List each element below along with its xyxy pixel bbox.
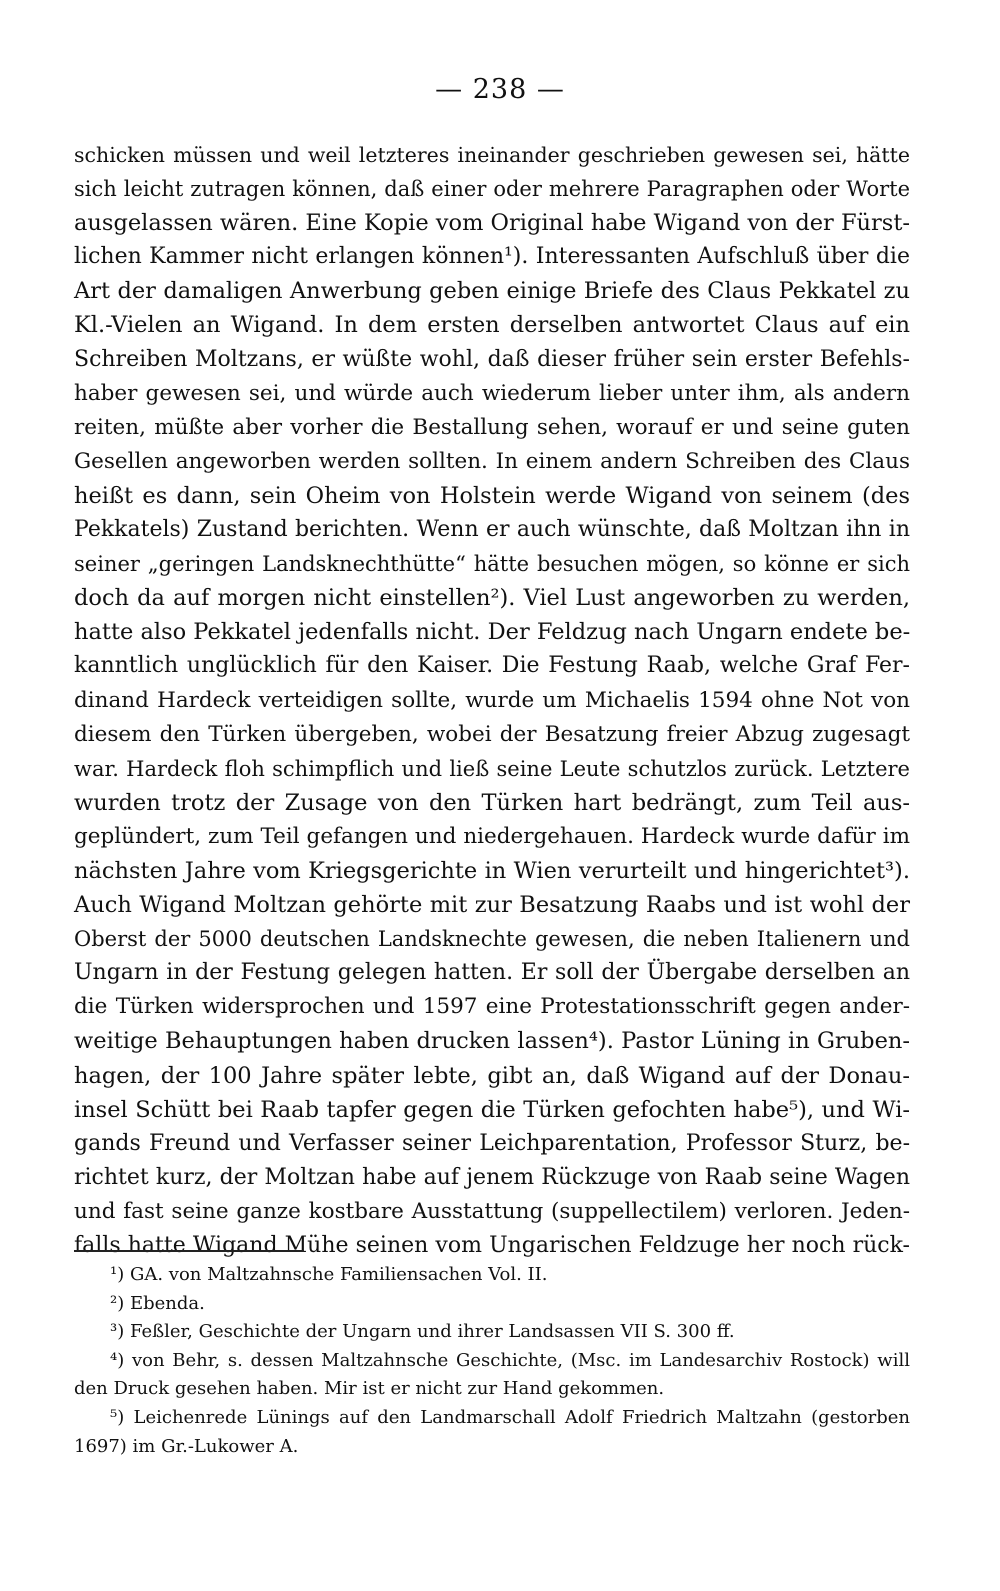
footnotes	[74, 1261, 910, 1461]
body-text	[74, 138, 910, 1263]
text-line: Pekkatels) Zustand berichten. Wenn er auch wünschte, daß Moltzan ihn in	[74, 517, 910, 543]
text-line: und fast seine ganze kostbare Ausstattung (suppellectilem) verloren. Jeden-	[74, 1198, 910, 1224]
footnote-5-line-1: ⁵) Leichenrede Lünings auf den Landmarschall Adolf Friedrich Maltzahn (gestorben	[110, 1406, 910, 1428]
footnote-2: ²) Ebenda.	[110, 1292, 205, 1314]
footnote-divider	[74, 1250, 304, 1252]
text-line: Art der damaligen Anwerbung geben einige Briefe des Claus Pekkatel zu	[74, 278, 910, 305]
text-line: schicken müssen und weil letzteres ineinander geschrieben gewesen sei, hätte	[74, 143, 910, 167]
footnote-3: ³) Feßler, Geschichte der Ungarn und ihrer Landsassen VII S. 300 ff.	[110, 1321, 735, 1343]
text-line: sich leicht zutragen können, daß einer oder mehrere Paragraphen oder Worte	[74, 177, 910, 202]
text-line: die Türken widersprochen und 1597 eine Protestationsschrift gegen ander-	[74, 994, 910, 1020]
text-line: heißt es dann, sein Oheim von Holstein werde Wigand von seinem (des	[74, 482, 910, 509]
text-line: wurden trotz der Zusage von den Türken hart bedrängt, zum Teil aus-	[74, 789, 910, 816]
text-line: geplündert, zum Teil gefangen und niedergehauen. Hardeck wurde dafür im	[74, 823, 910, 849]
text-line: Auch Wigand Moltzan gehörte mit zur Besatzung Raabs und ist wohl der	[74, 892, 910, 919]
footnote-4-line-2: den Druck gesehen haben. Mir ist er nicht zur Hand gekommen.	[74, 1378, 665, 1400]
page-number: — 238 —	[435, 74, 565, 105]
text-line: falls hatte Wigand Mühe seinen vom Ungarischen Feldzuge her noch rück-	[74, 1233, 910, 1258]
text-line: hatte also Pekkatel jedenfalls nicht. Der Feldzug nach Ungarn endete be-	[74, 619, 911, 646]
text-line: seiner „geringen Landsknechthütte“ hätte besuchen mögen, so könne er sich	[74, 552, 910, 577]
text-line: lichen Kammer nicht erlangen können¹). Interessanten Aufschluß über die	[74, 244, 910, 270]
text-line: nächsten Jahre vom Kriegsgerichte in Wien verurteilt und hingerichtet³).	[74, 857, 910, 884]
text-line: Oberst der 5000 deutschen Landsknechte gewesen, die neben Italienern und	[74, 927, 910, 952]
text-line: war. Hardeck floh schimpflich und ließ seine Leute schutzlos zurück. Letztere	[74, 756, 910, 781]
text-line: haber gewesen sei, und würde auch wiederum lieber unter ihm, als andern	[74, 380, 910, 406]
text-line: diesem den Türken übergeben, wobei der Besatzung freier Abzug zugesagt	[74, 721, 910, 747]
text-line: kanntlich unglücklich für den Kaiser. Die Festung Raab, welche Graf Fer-	[74, 653, 910, 679]
text-line: dinand Hardeck verteidigen sollte, wurde um Michaelis 1594 ohne Not von	[74, 687, 910, 713]
text-line: insel Schütt bei Raab tapfer gegen die Türken gefochten habe⁵), und Wi-	[74, 1096, 910, 1123]
footnote-4-line-1: ⁴) von Behr, s. dessen Maltzahnsche Geschichte, (Msc. im Landesarchiv Rostock) will	[110, 1349, 910, 1371]
text-line: hagen, der 100 Jahre später lebte, gibt an, daß Wigand auf der Donau-	[74, 1062, 910, 1089]
text-line: weitige Behauptungen haben drucken lassen⁴). Pastor Lüning in Gruben-	[74, 1028, 910, 1055]
text-line: reiten, müßte aber vorher die Bestallung sehen, worauf er und seine guten	[74, 414, 910, 440]
text-line: ausgelassen wären. Eine Kopie vom Original habe Wigand von der Fürst-	[74, 210, 910, 237]
footnote-1: ¹) GA. von Maltzahnsche Familiensachen Vol. II.	[110, 1264, 548, 1285]
text-line: Schreiben Moltzans, er wüßte wohl, daß dieser früher sein erster Befehls-	[74, 346, 910, 372]
text-line: Gesellen angeworben werden sollten. In einem andern Schreiben des Claus	[74, 448, 910, 474]
text-line: richtet kurz, der Moltzan habe auf jenem Rückzuge von Raab seine Wagen	[74, 1164, 910, 1190]
text-line: doch da auf morgen nicht einstellen²). Viel Lust angeworben zu werden,	[74, 585, 910, 612]
text-line: Kl.-Vielen an Wigand. In dem ersten derselben antwortet Claus auf ein	[74, 312, 910, 339]
text-line: Ungarn in der Festung gelegen hatten. Er soll der Übergabe derselben an	[74, 960, 910, 986]
text-line: gands Freund und Verfasser seiner Leichparentation, Professor Sturz, be-	[74, 1130, 910, 1156]
footnote-5-line-2: 1697) im Gr.-Lukower A.	[74, 1435, 299, 1457]
